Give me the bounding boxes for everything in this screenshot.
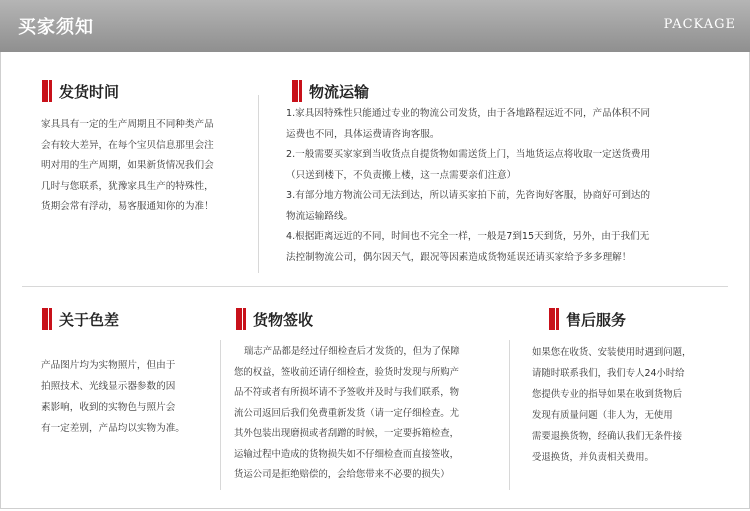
divider-horizontal (22, 286, 728, 287)
heading-marker-icon (42, 80, 48, 102)
text-line: 几时与您联系，犹豫家具生产的特殊性， (41, 180, 214, 192)
heading-marker-icon (292, 80, 298, 102)
text-line: 家具具有一定的生产周期且不同种类产品 (41, 119, 214, 130)
text-line: 1.家具因特殊性只能通过专业的物流公司发货，由于各地路程远近不同，产品体积不同 (286, 108, 651, 119)
divider-vertical-top (258, 95, 259, 273)
text-line: 物流运输路线。 (286, 210, 354, 222)
text-line: 需要退换货物，经确认我们无条件接 (532, 431, 683, 442)
section-body-color-difference (41, 355, 185, 439)
text-line: 您提供专业的指导如果在收到货物后 (532, 389, 683, 400)
section-title: 关于色差 (59, 311, 120, 329)
text-line: 如果您在收货、安装使用时遇到问题， (532, 347, 692, 358)
text-line: 拍照技术、光线显示器参数的因 (41, 381, 176, 392)
text-line: 品不符或者有所损坏请不予签收并及时与我们联系，物 (234, 387, 460, 398)
section-body-receipt (234, 342, 460, 486)
banner-title: 买家须知 (18, 17, 94, 38)
section-body-shipping-time (41, 115, 214, 218)
text-line: （只送到楼下，不负责搬上楼，这一点需要亲们注意） (286, 169, 517, 181)
section-body-logistics (286, 104, 650, 268)
text-line: 您的权益，签收前还请仔细检查，验货时发现与所购产 (234, 366, 460, 378)
heading-marker-icon (42, 308, 48, 330)
text-line: 运费也不同，具体运费请咨询客服。 (286, 128, 440, 140)
text-line: 发现有质量问题（非人为，无使用 (532, 410, 673, 421)
text-line: 受退换货，并负责相关费用。 (532, 452, 654, 463)
text-line: 3.有部分地方物流公司无法到达，所以请买家拍下前，先咨询好客服，协商好可到达的 (286, 190, 651, 201)
header-banner (0, 0, 750, 52)
banner-subtitle: PACKAGE (663, 17, 736, 32)
text-line: 请随时联系我们，我们专人24小时给 (532, 368, 685, 379)
text-line: 货期会常有浮动，易客服通知你的为准！ (41, 201, 214, 212)
heading-marker-icon (549, 308, 555, 330)
text-line: 其外包装出现磨损或者刮蹭的时候，一定要拆箱检查， (234, 428, 460, 439)
section-title: 发货时间 (59, 83, 120, 101)
divider-vertical-bottom-right (509, 340, 510, 490)
heading-marker-icon (236, 308, 242, 330)
section-title: 物流运输 (309, 83, 370, 101)
text-line: 2.一般需要买家家到当收货点自提货物如需送货上门，当地货运点将收取一定送货费用 (286, 149, 651, 160)
text-line: 素影响，收到的实物色与照片会 (41, 402, 176, 413)
section-title: 售后服务 (566, 311, 627, 329)
text-line: 货运公司是拒绝赔偿的，会给您带来不必要的损失） (234, 469, 450, 480)
text-line: 瑞志产品都是经过仔细检查后才发货的，但为了保障 (244, 346, 460, 357)
text-line: 法控制物流公司，偶尔因天气，跟况等因素造成货物延误还请买家给予多多理解！ (286, 251, 632, 263)
text-line: 会有较大差异，在每个宝贝信息那里会注 (41, 139, 214, 151)
section-body-after-sales (532, 342, 691, 468)
text-line: 有一定差别，产品均以实物为准。 (41, 423, 185, 434)
text-line: 流公司返回后我们免费重新发货（请一定仔细检查。尤 (234, 407, 460, 419)
text-line: 明对用的生产周期，如果新货情况我们会 (41, 160, 214, 171)
text-line: 4.根据距离远近的不同，时间也不完全一样，一般是7到15天到货，另外，由于我们无 (286, 231, 650, 242)
text-line: 运输过程中造成的货物损失如不仔细检查而直接签收， (234, 448, 460, 460)
text-line: 产品图片均为实物照片，但由于 (41, 360, 176, 371)
section-title: 货物签收 (253, 311, 314, 329)
divider-vertical-bottom-left (220, 340, 221, 490)
